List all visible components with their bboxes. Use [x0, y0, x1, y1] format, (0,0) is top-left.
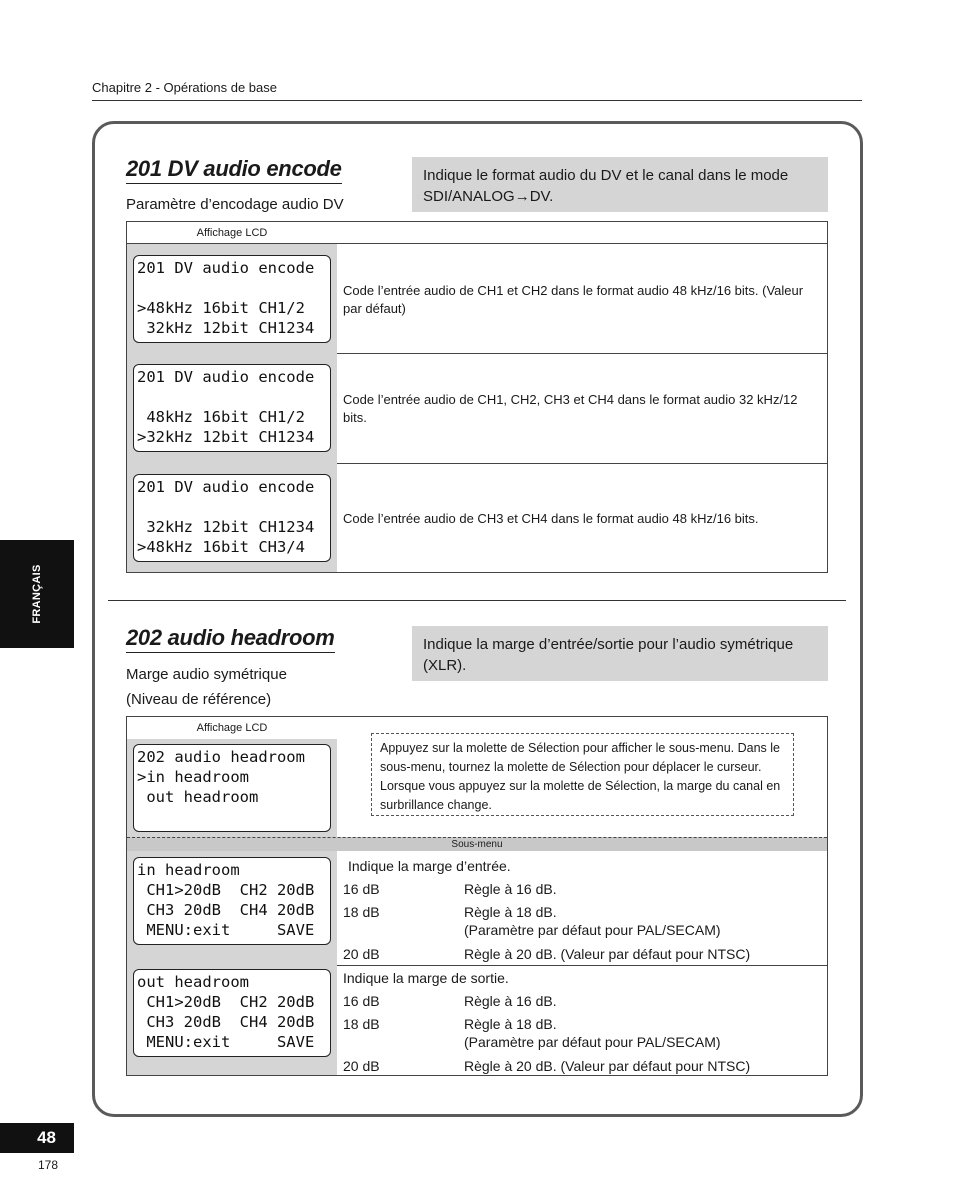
lcd-display: out headroom CH1>20dB CH2 20dB CH3 20dB CH4 20dB MENU:exit SAVE: [133, 969, 331, 1057]
out-headroom-intro: Indique la marge de sortie.: [343, 970, 509, 986]
running-header: Chapitre 2 - Opérations de base: [92, 80, 277, 95]
section2-subtitle-2: (Niveau de référence): [126, 691, 272, 708]
page-number: 48: [0, 1123, 74, 1153]
row-description: Code l’entrée audio de CH1, CH2, CH3 et CH4 dans le format audio 32 kHz/12 bits.: [343, 392, 798, 425]
in-option-key: 18 dB: [343, 904, 380, 920]
row-description: Code l’entrée audio de CH3 et CH4 dans le format audio 48 kHz/16 bits.: [343, 511, 759, 526]
lcd-header-label: Affichage LCD: [127, 222, 337, 244]
section-divider: [108, 600, 846, 601]
row-divider: [337, 353, 827, 354]
row-divider: [337, 463, 827, 464]
section1-subtitle: Paramètre d’encodage audio DV: [126, 196, 344, 213]
lcd-display: 202 audio headroom >in headroom out headroom: [133, 744, 331, 832]
section1-description: Indique le format audio du DV et le canal dans le mode SDI/ANALOG→DV.: [412, 157, 828, 212]
lcd-display: 201 DV audio encode >48kHz 16bit CH1/2 32kHz 12bit CH1234: [133, 255, 331, 343]
submenu-bar: Sous-menu: [127, 837, 827, 851]
row-description: Code l’entrée audio de CH1 et CH2 dans le format audio 48 kHz/16 bits. (Valeur par défaut): [343, 283, 804, 316]
section2-subtitle: Marge audio symétrique: [126, 666, 287, 683]
lcd-header-label: Affichage LCD: [196, 722, 268, 734]
in-option-key: 16 dB: [343, 881, 380, 897]
out-option-key: 16 dB: [343, 993, 380, 1009]
lcd-display: 201 DV audio encode 32kHz 12bit CH1234 >48kHz 16bit CH3/4: [133, 474, 331, 562]
out-option-key: 20 dB: [343, 1058, 380, 1074]
language-tab-label: FRANÇAIS: [31, 564, 43, 624]
out-option-key: 18 dB: [343, 1016, 380, 1032]
out-option-value: Règle à 20 dB. (Valeur par défaut pour NTSC): [464, 1058, 751, 1074]
in-option-value: Règle à 16 dB.: [464, 881, 557, 897]
page-number-secondary: 178: [38, 1158, 59, 1172]
section2-title: 202 audio headroom: [126, 625, 335, 653]
in-option-key: 20 dB: [343, 946, 380, 962]
language-tab: [0, 540, 74, 648]
submenu-note: Appuyez sur la molette de Sélection pour afficher le sous-menu. Dans le sous-menu, tournez la molette de Sélection pour déplacer le curseur. Lorsque vous appuyez sur la molette de Sélection, la marge du canal en surbrillance change.: [371, 733, 794, 816]
section1-table: [126, 221, 828, 573]
header-blank-cell: [337, 222, 827, 244]
lcd-display: in headroom CH1>20dB CH2 20dB CH3 20dB CH4 20dB MENU:exit SAVE: [133, 857, 331, 945]
out-option-value: Règle à 18 dB.: [464, 1016, 557, 1032]
section2-description: Indique la marge d’entrée/sortie pour l’audio symétrique (XLR).: [412, 626, 828, 681]
in-headroom-intro: Indique la marge d’entrée.: [348, 858, 511, 874]
section1-title: 201 DV audio encode: [126, 156, 342, 184]
out-option-value: Règle à 16 dB.: [464, 993, 557, 1009]
header-rule: [92, 100, 862, 101]
row-divider: [337, 965, 827, 966]
in-option-value-note: (Paramètre par défaut pour PAL/SECAM): [464, 922, 721, 938]
in-option-value: Règle à 18 dB.: [464, 904, 557, 920]
lcd-display: 201 DV audio encode 48kHz 16bit CH1/2 >32kHz 12bit CH1234: [133, 364, 331, 452]
out-option-value-note: (Paramètre par défaut pour PAL/SECAM): [464, 1034, 721, 1050]
section2-table: [126, 716, 828, 1076]
in-option-value: Règle à 20 dB. (Valeur par défaut pour NTSC): [464, 946, 751, 962]
